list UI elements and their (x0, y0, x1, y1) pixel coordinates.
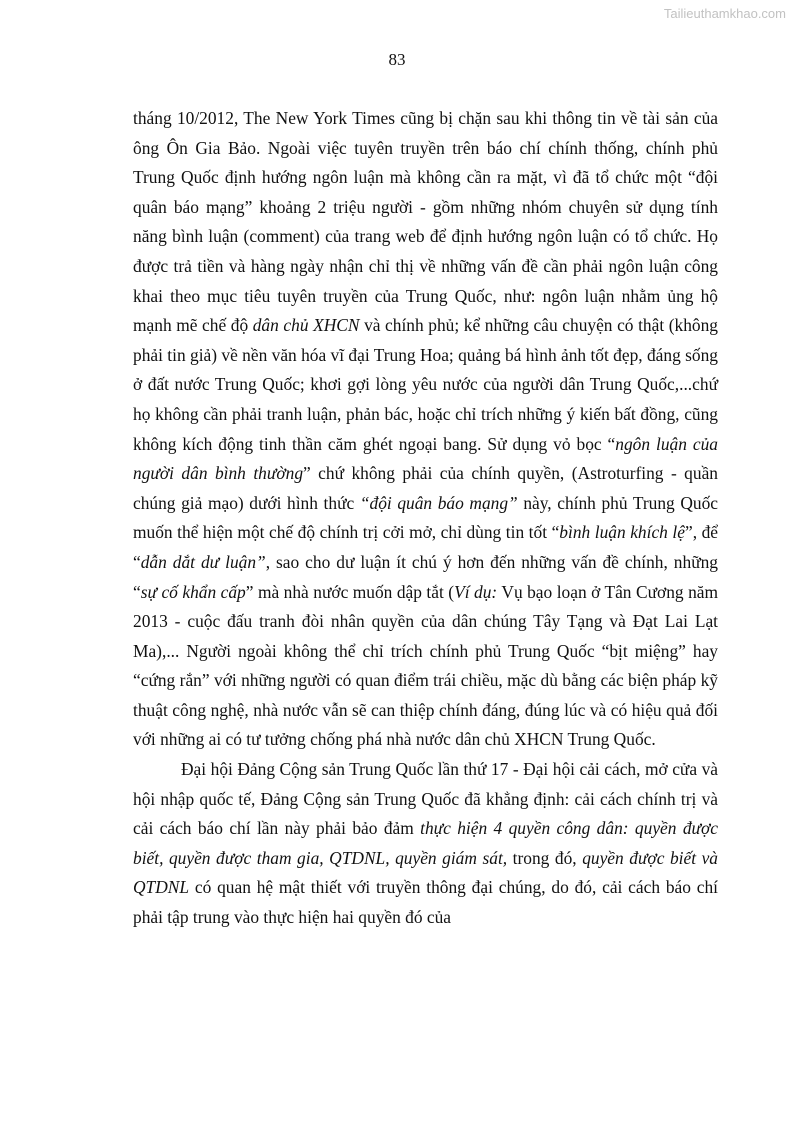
text-run: này, chính phủ Trung Quốc muốn thể hiện một chế độ chính trị cởi mở, chỉ dùng tin tốt “ (133, 492, 719, 543)
paragraph-2 (133, 755, 718, 933)
italic-run: sự cố khẩn cấp (140, 581, 246, 602)
watermark: Tailieuthamkhao.com (663, 6, 786, 21)
text-run: có quan hệ mật thiết với truyền thông đại chúng, do đó, cải cách báo chí phải tập trung vào thực hiện hai quyền đó của (133, 877, 718, 928)
paragraph-1 (133, 104, 718, 755)
page-number: 83 (388, 50, 406, 69)
italic-run: dẫn dắt dư luận” (140, 551, 266, 572)
text-run: ” chứ không phải của chính quyền, (Astroturfing - quần chúng giả mạo) dưới hình thức (133, 463, 718, 513)
text-run: và chính phủ; kể những câu chuyện có thật (không phải tin giả) về nền văn hóa vĩ đại Trung Hoa; quảng bá hình ảnh tốt đẹp, đáng sống ở đất nước Trung Quốc; khơi gợi lòng yêu nước của người dân Trung Quốc,...chứ họ không cần phải tranh luận, phản bác, hoặc chỉ trích những ý kiến bất đồng, cũng không kích động tinh thần căm ghét ngoại bang. Sử dụng vỏ bọc “ (133, 315, 718, 454)
italic-run: Ví dụ: (454, 581, 498, 602)
text-run: Vụ bạo loạn ở Tân Cương năm 2013 - cuộc đấu tranh đòi nhân quyền của dân chúng Tây Tạng và Đạt Lai Lạt Ma),... Người ngoài không thể chỉ trích chính phủ Trung Quốc “bịt miệng” hay “cứng rắn” với những người có quan điểm trái chiều, mặc dù bằng các biện pháp kỹ thuật công nghệ, nhà nước vẫn sẽ can thiệp chính đáng, đúng lúc và có hiệu quả đối với những ai có tư tưởng chống phá nhà nước dân chủ XHCN Trung Quốc. (133, 581, 719, 750)
text-run: ” mà nhà nước muốn dập tắt ( (245, 581, 455, 602)
italic-run: dân chủ XHCN (252, 315, 360, 336)
italic-run: thực hiện 4 quyền công dân: quyền được biết, quyền được tham gia, QTDNL, quyền giám sát, (133, 818, 718, 868)
text-run: , sao cho dư luận ít chú ý hơn đến những vấn đề chính, những “ (133, 551, 719, 602)
italic-run: “đội quân báo mạng” (359, 492, 518, 513)
italic-run: ngôn luận của người dân bình thường (133, 433, 718, 484)
italic-run: bình luận khích lệ (559, 522, 685, 543)
text-run: trong đó, (507, 847, 583, 868)
text-run: ”, để “ (133, 522, 718, 572)
text-run: Đại hội Đảng Cộng sản Trung Quốc lần thứ 17 - Đại hội cải cách, mở cửa và hội nhập quốc tế, Đảng Cộng sản Trung Quốc đã khẳng định: cải cách chính trị và cải cách báo chí lần này phải bảo đảm (133, 759, 718, 839)
italic-run: quyền được biết và QTDNL (133, 847, 718, 898)
body-text (133, 104, 718, 933)
text-run: tháng 10/2012, The New York Times cũng bị chặn sau khi thông tin về tài sản của ông Ôn Gia Bảo. Ngoài việc tuyên truyền trên báo chí chính thống, chính phủ Trung Quốc định hướng ngôn luận mà không cần ra mặt, vì đã tổ chức một “đội quân báo mạng” khoảng 2 triệu người - gồm những nhóm chuyên sử dụng tính năng bình luận (comment) của trang web để định hướng ngôn luận có tổ chức. Họ được trả tiền và hàng ngày nhận chỉ thị về những vấn đề cần phải ngôn luận công khai theo mục tiêu tuyên truyền của Trung Quốc, như: ngôn luận nhằm ủng hộ mạnh mẽ chế độ (133, 108, 718, 336)
